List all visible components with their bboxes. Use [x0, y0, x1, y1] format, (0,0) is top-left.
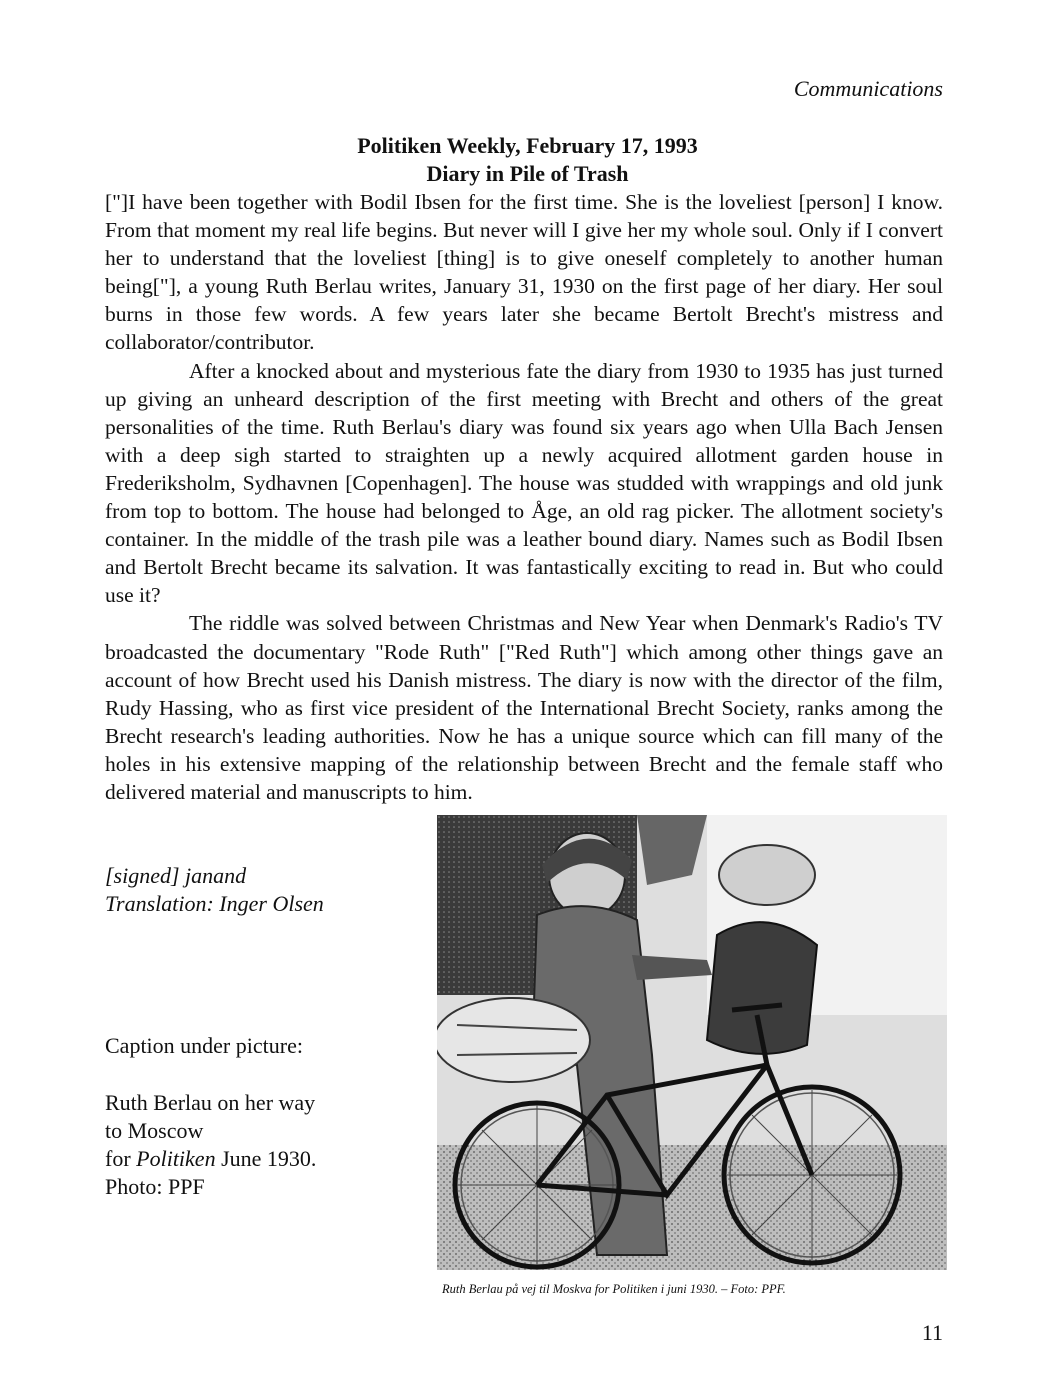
caption-text: for — [105, 1146, 137, 1171]
caption-publication: Politiken — [136, 1146, 216, 1171]
running-header: Communications — [793, 76, 943, 101]
caption-note — [105, 1089, 316, 1201]
caption-text: June 1930. — [215, 1146, 317, 1171]
article-subtitle: Diary in Pile of Trash — [426, 161, 629, 186]
article-paragraph: The riddle was solved between Christmas and New Year when Denmark's Radio's TV broadcasted the documentary "Rode Ruth" ["Red Ruth"] which among other things gave an account of how Brecht used his Danish mistress. The diary is now with the director of the film, Rudy Hassing, who as first vice president of the International Brecht Society, ranks among the Brecht research's leading authorities. Now he has a unique source which can fill many of the holes in his extensive mapping of the relationship between Brecht and the female staff who delivered material and manuscripts to him. — [105, 611, 943, 804]
caption-heading: Caption under picture: — [105, 1033, 303, 1058]
caption-line — [105, 1145, 316, 1173]
caption-line: Photo: PPF — [105, 1174, 205, 1199]
photo-caption: Ruth Berlau på vej til Moskva for Politiken i juni 1930. – Foto: PPF. — [442, 1282, 786, 1296]
signature-block — [105, 862, 324, 918]
article-paragraph: After a knocked about and mysterious fate the diary from 1930 to 1935 has just turned up giving an unheard description of the first meeting with Brecht and others of the great personalities of the time. Ruth Berlau's diary was found six years ago when Ulla Bach Jensen with a deep sigh started to straighten up a newly acquired allotment garden house in Frederiksholm, Sydhavnen [Copenhagen]. The house was studded with wrappings and old junk from top to bottom. The house had belonged to Åge, an old rag picker. The allotment society's container. In the middle of the trash pile was a leather bound diary. Names such as Bodil Ibsen and Bertolt Brecht became its salvation. It was fantastically exciting to read in. But who could use it? — [105, 358, 943, 608]
article-body — [105, 188, 943, 806]
page-number: 11 — [921, 1320, 943, 1345]
photo-illustration — [437, 815, 947, 1270]
article-title: Politiken Weekly, February 17, 1993 — [357, 133, 698, 158]
translation-line: Translation: Inger Olsen — [105, 891, 324, 916]
caption-line: to Moscow — [105, 1118, 204, 1143]
signed-line: [signed] janand — [105, 863, 247, 888]
photo-ruth-berlau-bicycle — [437, 815, 947, 1270]
article-paragraph: ["]I have been together with Bodil Ibsen for the first time. She is the loveliest [person] I know. From that moment my real life begins. But never will I give her my whole soul. Only if I convert her to understand that the loveliest [thing] is to give oneself completely to another human being["], a young Ruth Berlau writes, January 31, 1930 on the first page of her diary. Her soul burns in those few words. A few years later she became Bertolt Brecht's mistress and collaborator/contributor. — [105, 190, 943, 355]
caption-line: Ruth Berlau on her way — [105, 1090, 316, 1115]
